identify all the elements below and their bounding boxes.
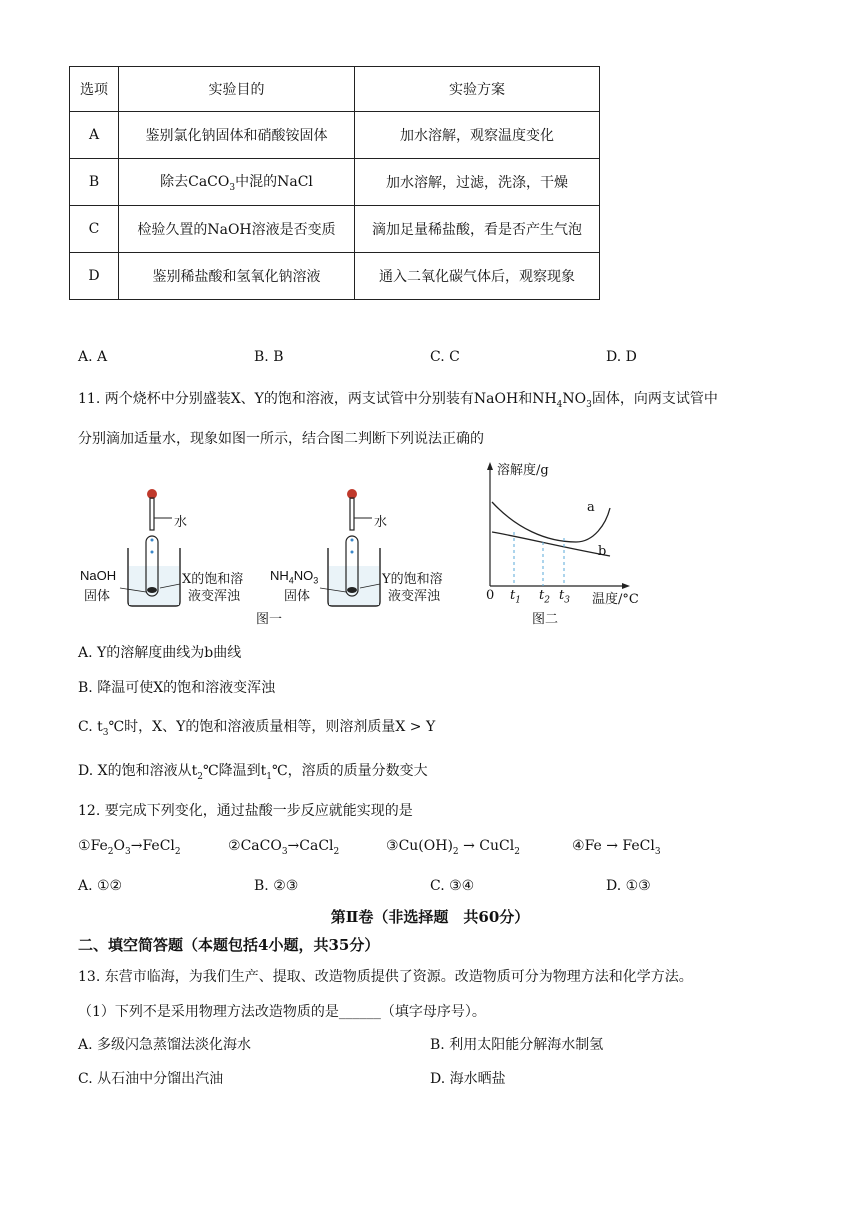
q12-item-3 [386,838,520,857]
beaker-right [320,536,380,606]
table-row [70,253,600,300]
table-row [70,206,600,253]
row-purpose: 鉴别稀盐酸和氢氧化钠溶液 [119,253,355,300]
q11-stem-line1 [78,388,718,410]
formula: Fe → FeCl [584,838,655,854]
curve-b [492,532,610,556]
y-solution-label-2: 液变浑浊 [388,589,441,604]
formula-sub: 3 [281,846,288,857]
section-two-heading: 二、填空简答题（本题包括4小题，共35分） [78,936,380,954]
q12-item-2 [228,838,339,857]
option-text: ℃时，X、Y的饱和溶液质量相等，则溶剂质量X > Y [108,719,436,735]
formula-sub: 3 [125,846,131,857]
option-text: C. t [78,719,103,735]
item-number: ① [78,838,91,854]
q11-stem-line2: 分别滴加适量水，现象如图一所示，结合图二判断下列说法正确的 [78,431,484,447]
q13-option-a: A. 多级闪急蒸馏法淡化海水 [78,1037,252,1053]
q11-option-a: A. Y的溶解度曲线为b曲线 [78,645,242,661]
row-purpose: 检验久置的NaOH溶液是否变质 [119,206,355,253]
nh4-text: NH [270,568,289,583]
q10-option-b: B. B [254,349,284,365]
option-sub: 2 [197,771,203,782]
row-key: A [70,112,119,159]
chart-ylabel: 溶解度/g [497,463,549,478]
formula: →CaCl [287,838,334,854]
figure-two-chart [476,458,656,608]
formula: → CuCl [458,838,515,854]
q13-option-c: C. 从石油中分馏出汽油 [78,1071,224,1087]
formula-sub: 2 [107,846,114,857]
curve-b-label: b [598,544,607,559]
dropper-left [147,489,172,530]
option-text: ℃降温到t [202,763,267,779]
item-number: ② [228,838,241,854]
row-plan: 滴加足量稀盐酸，看是否产生气泡 [355,206,600,253]
table-row [70,112,600,159]
nh4-text: NO [293,568,314,583]
table-row [70,159,600,206]
q13-option-b: B. 利用太阳能分解海水制氢 [430,1037,604,1053]
q11-stem-text: 固体，向两支试管中 [591,391,718,407]
item-number: ③ [386,838,399,854]
q12-item-4 [572,838,661,857]
formula: O [113,838,126,854]
figure-two-caption: 图二 [532,612,559,627]
section-two-title: 第Ⅱ卷（非选择题 共60分） [330,908,530,926]
water-label-left: 水 [174,515,188,530]
header-purpose: 实验目的 [119,67,355,112]
tick-sub: 2 [544,595,550,606]
tick-t2 [539,588,550,606]
q13-stem: 13. 东营市临海，为我们生产、提取、改造物质提供了资源。改造物质可分为物理方法和化学方法。 [78,969,693,985]
q12-option-b: B. ②③ [254,878,299,894]
experiment-table [69,66,600,300]
q11-stem-text: 11. 两个烧杯中分别盛装X、Y的饱和溶液，两支试管中分别装有NaOH和NH [78,391,557,407]
water-drop [151,539,154,542]
y-axis-arrow [487,462,493,470]
row-purpose: 鉴别氯化钠固体和硝酸铵固体 [119,112,355,159]
row-purpose [119,159,355,206]
formula-sub: 2 [452,846,459,857]
row-plan: 加水溶解，过滤，洗涤，干燥 [355,159,600,206]
water-drop [151,551,154,554]
formula-sub: 3 [654,846,661,857]
water-drop [351,539,354,542]
q11-sub: 4 [556,399,563,410]
nh4no3-label [270,568,318,586]
tick-text: t [510,588,516,603]
purpose-text: 除去 [160,174,189,191]
formula-sub: 2 [333,846,340,857]
q12-option-c: C. ③④ [430,878,475,894]
dropper-tube [150,498,154,530]
formula: →FeCl [130,838,175,854]
chart-xlabel: 温度/°C [592,592,639,607]
nh4-sub: 4 [288,575,294,586]
q11-stem-text: NO [562,391,587,407]
row-key: D [70,253,119,300]
q12-item-1 [78,838,181,857]
q13-option-d: D. 海水晒盐 [430,1071,506,1087]
x-solution-label-2: 液变浑浊 [188,589,241,604]
y-solution-label-1: Y的饱和溶 [382,572,443,587]
tick-t1 [510,588,521,606]
figure-one-caption: 图一 [256,612,283,627]
tick-sub: 3 [564,595,570,606]
q11-sub: 3 [586,399,592,410]
option-sub: 3 [102,727,109,738]
naoh-label: NaOH [80,568,117,583]
q10-option-d: D. D [606,349,637,365]
formula-sub: 2 [174,846,181,857]
table-header-row [70,67,600,112]
row-key: C [70,206,119,253]
q10-option-c: C. C [430,349,460,365]
solid-nh4no3 [347,587,357,593]
formula-sub: 2 [514,846,520,857]
formula: Fe [90,838,108,854]
q13-sub1: （1）下列不是采用物理方法改造物质的是______（填字母序号）。 [78,1004,486,1020]
chart-origin: 0 [486,588,495,603]
water-drop [351,551,354,554]
row-key: B [70,159,119,206]
q11-option-d [78,760,428,782]
formula: CaCO [240,838,282,854]
dropper-right [347,489,372,530]
option-sub: 1 [266,771,272,782]
dropper-tube [350,498,354,530]
option-text: ℃，溶质的质量分数变大 [271,763,428,779]
header-option: 选项 [70,67,119,112]
q10-option-a: A. A [78,349,108,365]
x-solution-label-1: X的饱和溶 [182,572,244,587]
tick-sub: 1 [515,595,521,606]
beaker-left [120,536,180,606]
nh4-sub: 3 [313,575,319,586]
q12-option-d: D. ①③ [606,878,651,894]
row-plan: 加水溶解，观察温度变化 [355,112,600,159]
purpose-text: 中混的NaCl [235,174,313,191]
nh4no3-solid-label: 固体 [284,589,311,604]
tick-t3 [559,588,570,606]
formula: CaCO [188,174,230,191]
option-text: D. X的饱和溶液从t [78,763,198,779]
curve-a-label: a [587,500,595,515]
water-label-right: 水 [374,515,388,530]
solid-naoh [147,587,157,593]
q12-option-a: A. ①② [78,878,123,894]
tick-text: t [539,588,545,603]
formula: Cu(OH) [398,838,453,854]
naoh-solid-label: 固体 [84,589,111,604]
q12-stem: 12. 要完成下列变化，通过盐酸一步反应就能实现的是 [78,803,413,819]
item-number: ④ [572,838,585,854]
q11-option-c [78,716,435,738]
q11-option-b: B. 降温可使X的饱和溶液变浑浊 [78,680,276,696]
header-plan: 实验方案 [355,67,600,112]
row-plan: 通入二氧化碳气体后，观察现象 [355,253,600,300]
formula-sub: 3 [229,182,236,193]
tick-text: t [559,588,565,603]
